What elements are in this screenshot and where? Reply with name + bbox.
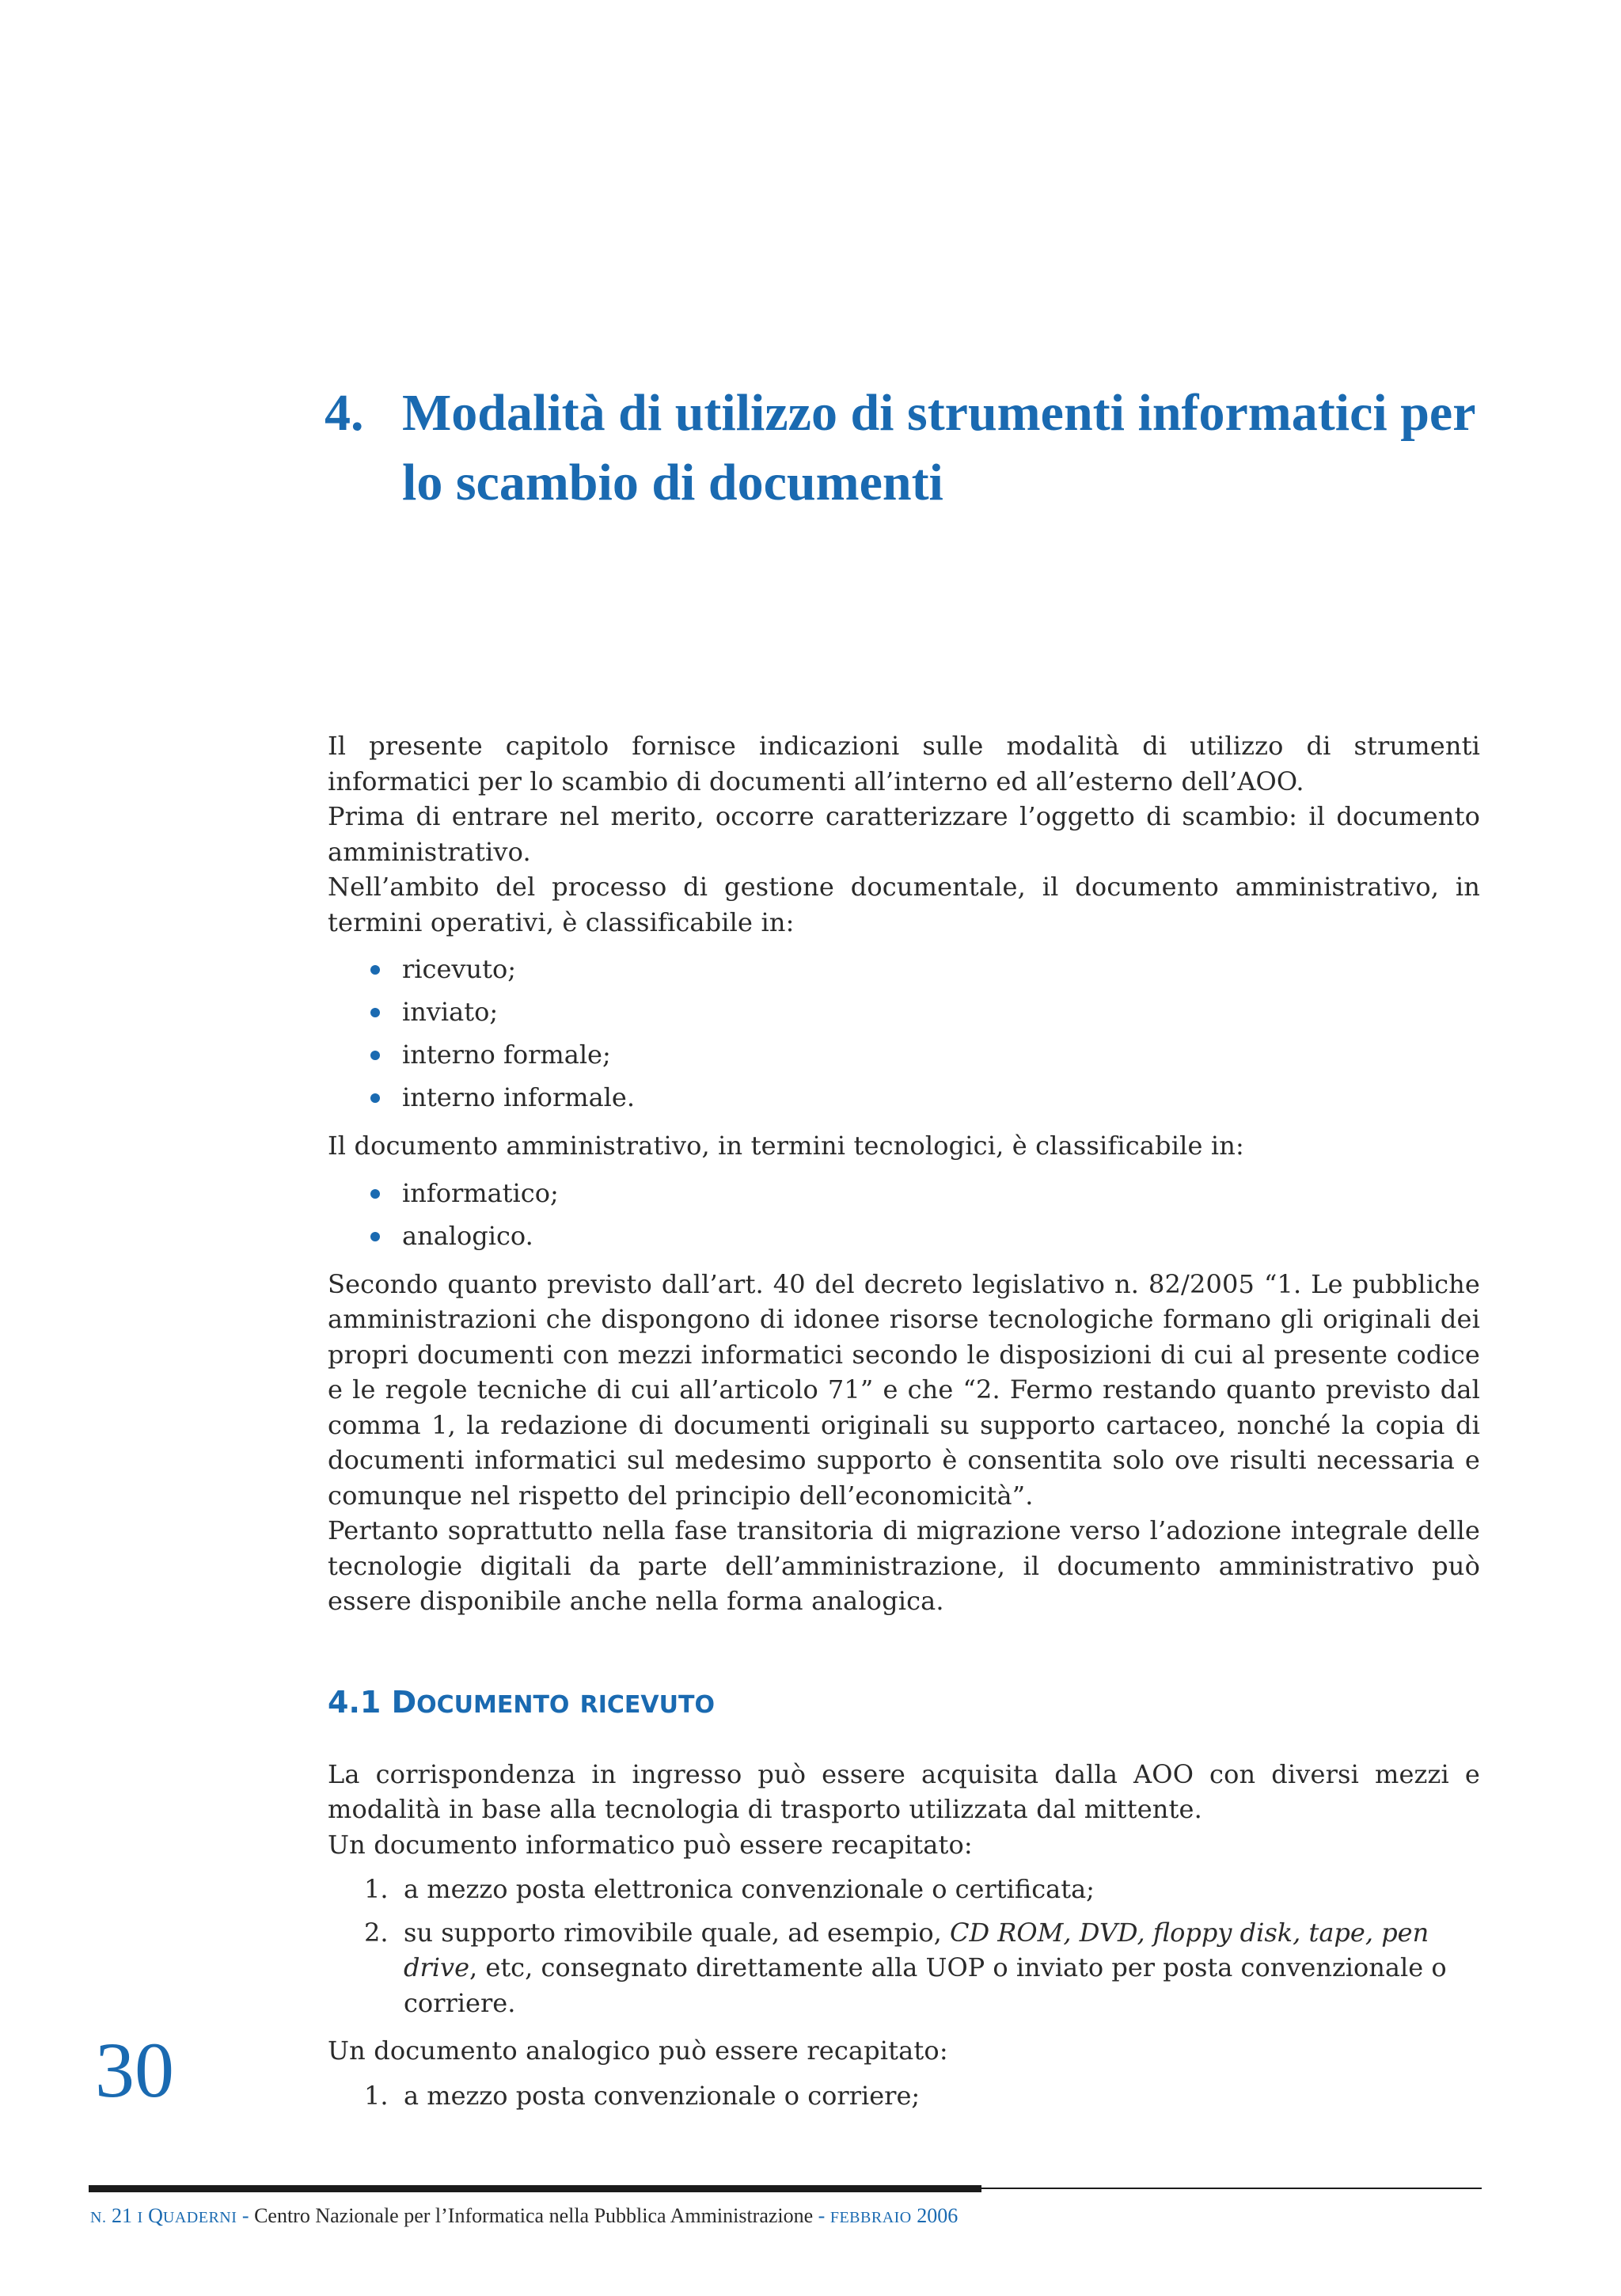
footer-issue-abbrev: N. [90,2209,107,2226]
media-examples: CD ROM, DVD, floppy disk, tape, pen drive [404,1917,1429,1982]
list-item: inviato; [328,990,1480,1033]
section-title: 4.1 DOCUMENTO RICEVUTO [328,1684,715,1720]
section-number: 4.1 [328,1684,382,1720]
list-item: interno formale; [328,1033,1480,1076]
intro-paragraph-5: Secondo quanto previsto dall’art. 40 del decreto legislativo n. 82/2005 “1. Le pubbliche amministrazioni che dispongono di idonee risorse tecnologiche formano gli originali dei propri documenti con mezzi informatici secondo le disposizioni di cui al presente codice e le regole tecniche di cui all’articolo 71” e che “2. Fermo restando quanto previsto dal comma 1, la redazione di documenti originali su supporto cartaceo, nonché la copia di documenti informatici sul medesimo supporto è consentita solo ove risulti necessaria e comunque nel rispetto del principio dell’economicità”. [328,1268,1480,1511]
list-item: 2. su supporto rimovibile quale, ad esempio, CD ROM, DVD, floppy disk, tape, pen drive, etc, consegnato direttamente alla UOP o inviato per posta convenzionale o corriere. [364,1917,1447,2018]
list-item: 1. a mezzo posta elettronica convenzionale o certificata; [364,1874,1095,1904]
page-number: 30 [95,2026,174,2114]
footer-month: FEBBRAIO [829,2209,912,2226]
footer-year: 2006 [917,2204,959,2227]
chapter-number: 4. [325,384,364,442]
intro-paragraph-1: Il presente capitolo fornisce indicazioni sulle modalità di utilizzo di strumenti informatici per lo scambio di documenti all’interno ed all’esterno dell’AOO. [328,731,1480,796]
intro-paragraph-3: Nell’ambito del processo di gestione documentale, il documento amministrativo, in termini operativi, è classificabile in: [328,872,1480,937]
analog-delivery-list [328,2078,1480,2114]
list-item: informatico; [328,1172,1480,1215]
page-footer: N. 21 I QUADERNI - Centro Nazionale per l’Informatica nella Pubblica Amministrazione - FEBBRAIO 2006 [90,2204,959,2227]
chapter-title [325,378,1496,518]
footer-publisher: Centro Nazionale per l’Informatica nella Pubblica Amministrazione [254,2204,814,2227]
intro-paragraph-2: Prima di entrare nel merito, occorre caratterizzare l’oggetto di scambio: il documento amministrativo. [328,801,1480,867]
digital-delivery-list [328,1872,1480,2020]
intro-paragraph-6: Pertanto soprattutto nella fase transitoria di migrazione verso l’adozione integrale delle tecnologie digitali da parte dell’amministrazione, il documento amministrativo può essere disponibile anche nella forma analogica. [328,1515,1480,1616]
section-paragraph-2: Un documento informatico può essere recapitato: [328,1829,973,1860]
section-paragraph-1: La corrispondenza in ingresso può essere acquisita dalla AOO con diversi mezzi e modalità in base alla tecnologia di trasporto utilizzata dal mittente. [328,1758,1480,1824]
list-item: 1. a mezzo posta convenzionale o corriere; [364,2080,921,2111]
footer-issue-number: 21 [111,2204,132,2227]
list-item: analogico. [328,1215,1480,1257]
chapter-title-text: Modalità di utilizzo di strumenti informatici per lo scambio di documenti [402,384,1475,511]
section-paragraph-3: Un documento analogico può essere recapitato: [328,2036,948,2066]
footer-rule-thin [981,2188,1482,2189]
operational-classification-list [328,948,1480,1119]
list-item: interno informale. [328,1076,1480,1119]
intro-paragraph-4: Il documento amministrativo, in termini tecnologici, è classificabile in: [328,1131,1244,1161]
technological-classification-list [328,1172,1480,1257]
footer-rule-thick [89,2185,981,2192]
page-body [328,728,1480,2126]
list-item: ricevuto; [328,948,1480,990]
footer-series: QUADERNI [148,2204,237,2227]
